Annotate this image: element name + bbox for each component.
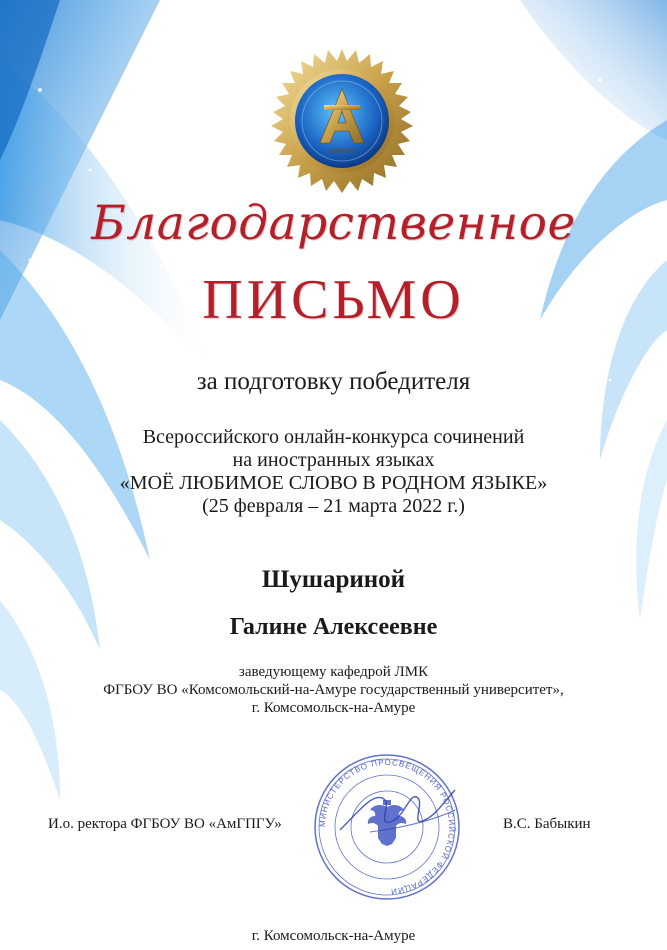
recipient-position [0, 663, 667, 717]
contest-line-3: «МОЁ ЛЮБИМОЕ СЛОВО В РОДНОМ ЯЗЫКЕ» [119, 472, 548, 494]
signatory-title: И.о. ректора ФГБОУ ВО «АмГПГУ» [48, 816, 282, 832]
certificate-subtitle: за подготовку победителя [196, 368, 471, 395]
contest-line-4: (25 февраля – 21 марта 2022 г.) [202, 495, 465, 517]
recipient-surname: Шушариной [261, 566, 406, 593]
issue-city: г. Комсомольск-на-Амуре [251, 928, 416, 944]
university-emblem-icon [268, 47, 416, 195]
emblem-caption: АмГПГУ [328, 149, 356, 155]
position-line-2: ФГБОУ ВО «Комсомольский-на-Амуре государственный университет», [103, 682, 564, 698]
seal-text: МИНИСТЕРСТВО ПРОСВЕЩЕНИЯ РОССИЙСКОЙ ФЕДЕРАЦИИ [317, 757, 457, 896]
position-line-3: г. Комсомольск-на-Амуре [251, 700, 416, 716]
handwritten-signature-icon [330, 770, 460, 850]
contest-line-2: на иностранных языках [232, 449, 435, 471]
signatory-name: В.С. Бабыкин [503, 816, 591, 832]
contest-description [0, 426, 667, 518]
contest-line-1: Всероссийского онлайн-конкурса сочинений [142, 426, 525, 448]
certificate-title-line2: ПИСЬМО [202, 269, 465, 331]
position-line-1: заведующему кафедрой ЛМК [238, 664, 429, 680]
certificate-title-line1: Благодарственное [91, 196, 576, 251]
recipient-name: Галине Алексеевне [229, 614, 438, 640]
